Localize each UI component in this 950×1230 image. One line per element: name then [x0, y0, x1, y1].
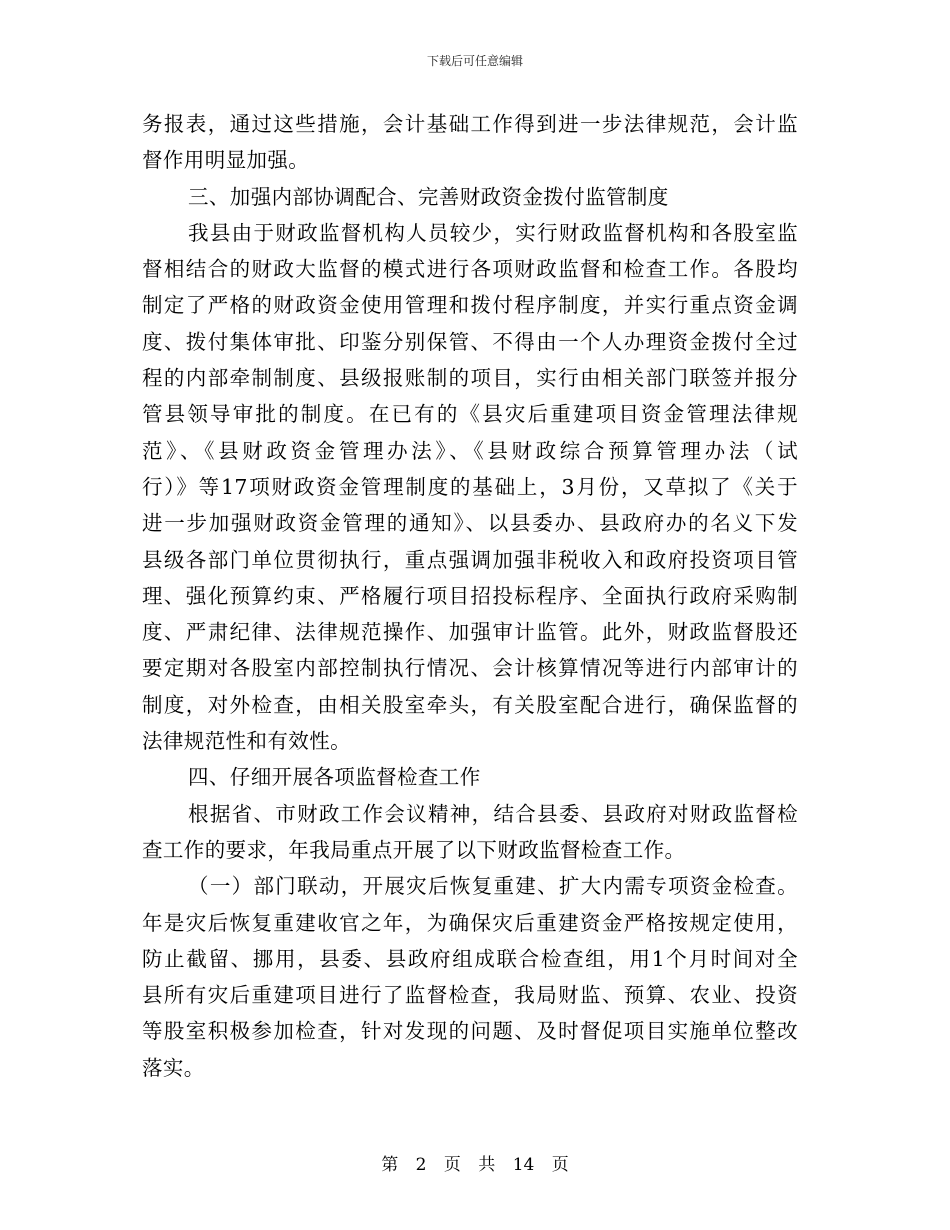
text-line: 范》、《县财政资金管理办法》、《县财政综合预算管理办法（试: [142, 438, 798, 463]
footer-prefix: 第: [381, 1155, 399, 1175]
footer-page-word: 页: [443, 1155, 461, 1175]
text-line: 县级各部门单位贯彻执行，重点强调加强非税收入和政府投资项目管: [142, 547, 798, 572]
current-page-number: 2: [415, 1155, 427, 1175]
text-line: 度、拨付集体审批、印鉴分别保管、不得由一个人办理资金拨付全过: [142, 329, 798, 354]
text-line: 要定期对各股室内部控制执行情况、会计核算情况等进行内部审计的: [142, 656, 798, 681]
text-line: 年是灾后恢复重建收官之年，为确保灾后重建资金严格按规定使用，: [142, 910, 798, 935]
document-body: [142, 106, 798, 1086]
text-line: 制度，对外检查，由相关股室牵头，有关股室配合进行，确保监督的: [142, 692, 798, 717]
text-line: 管县领导审批的制度。在已有的《县灾后重建项目资金管理法律规: [142, 402, 798, 427]
text-line: 程的内部牵制制度、县级报账制的项目，实行由相关部门联签并报分: [142, 366, 798, 391]
section-heading: 三、加强内部协调配合、完善财政资金拨付监管制度: [188, 184, 669, 209]
text-line: 进一步加强财政资金管理的通知》、以县委办、县政府办的名义下发: [142, 511, 798, 536]
text-line: 防止截留、挪用，县委、县政府组成联合检查组，用1个月时间对全: [142, 946, 798, 971]
page-header: 下载后可任意编辑: [426, 54, 523, 68]
text-line: 制定了严格的财政资金使用管理和拨付程序制度，并实行重点资金调: [142, 293, 798, 318]
text-line: 度、严肃纪律、法律规范操作、加强审计监管。此外，财政监督股还: [142, 620, 798, 645]
text-line: 县所有灾后重建项目进行了监督检查，我局财监、预算、农业、投资: [142, 983, 798, 1008]
total-page-count: 14: [512, 1155, 535, 1175]
footer-total-word: 共: [478, 1155, 496, 1175]
text-line: 务报表，通过这些措施，会计基础工作得到进一步法律规范，会计监: [142, 112, 798, 136]
text-line: 督相结合的财政大监督的模式进行各项财政监督和检查工作。各股均: [142, 257, 798, 282]
text-line: 督作用明显加强。: [142, 148, 310, 173]
text-line: 查工作的要求，年我局重点开展了以下财政监督检查工作。: [142, 837, 686, 862]
text-line: 行）》等17项财政资金管理制度的基础上，3月份，又草拟了《关于: [142, 474, 798, 499]
subsection-heading: （一）部门联动，开展灾后恢复重建、扩大内需专项资金检查。: [188, 874, 798, 899]
page-footer: [0, 1154, 950, 1176]
text-line: 我县由于财政监督机构人员较少，实行财政监督机构和各股室监: [188, 220, 798, 245]
text-line: 等股室积极参加检查，针对发现的问题、及时督促项目实施单位整改: [142, 1019, 798, 1044]
text-line: 法律规范性和有效性。: [142, 729, 351, 754]
text-line: 根据省、市财政工作会议精神，结合县委、县政府对财政监督检: [188, 801, 798, 826]
section-heading: 四、仔细开展各项监督检查工作: [188, 765, 481, 790]
footer-suffix: 页: [551, 1155, 569, 1175]
text-line: 理、强化预算约束、严格履行项目招投标程序、全面执行政府采购制: [142, 583, 798, 608]
text-line: 落实。: [142, 1055, 205, 1080]
